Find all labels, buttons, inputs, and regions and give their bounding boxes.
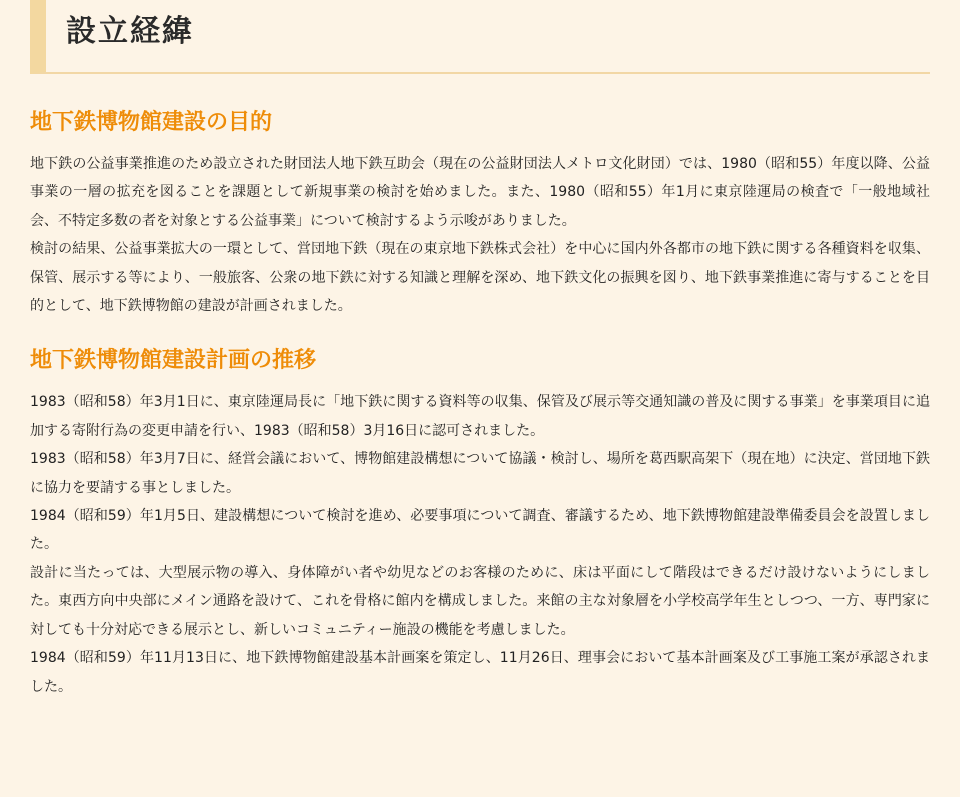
section-body bbox=[30, 388, 930, 700]
paragraph: 1984（昭和59）年1月5日、建設構想について検討を進め、必要事項について調査、審議するため、地下鉄博物館建設準備委員会を設置しました。 bbox=[30, 508, 930, 553]
page-title: 設立経緯 bbox=[66, 14, 194, 49]
section-body bbox=[30, 150, 930, 320]
page-header bbox=[30, 0, 930, 74]
section-purpose bbox=[30, 108, 930, 320]
paragraph: 1983（昭和58）年3月1日に、東京陸運局長に「地下鉄に関する資料等の収集、保管及び展示等交通知識の普及に関する事業」を事業項目に追加する寄附行為の変更申請を行い、1983（昭和58）3月16日に認可されました。 bbox=[30, 394, 930, 439]
paragraph: 設計に当たっては、大型展示物の導入、身体障がい者や幼児などのお客様のために、床は平面にして階段はできるだけ設けないようにしました。東西方向中央部にメイン通路を設けて、これを骨格に館内を構成しました。来館の主な対象層を小学校高学年生としつつ、一方、専門家に対しても十分対応できる展示とし、新しいコミュニティー施設の機能を考慮しました。 bbox=[30, 564, 930, 638]
section-heading: 地下鉄博物館建設計画の推移 bbox=[30, 348, 317, 374]
section-heading: 地下鉄博物館建設の目的 bbox=[30, 110, 273, 135]
paragraph: 検討の結果、公益事業拡大の一環として、営団地下鉄（現在の東京地下鉄株式会社）を中心に国内外各都市の地下鉄に関する各種資料を収集、保管、展示する等により、一般旅客、公衆の地下鉄に対する知識と理解を深め、地下鉄文化の振興を図り、地下鉄事業推進に寄与することを目的として、地下鉄博物館の建設が計画されました。 bbox=[30, 241, 930, 315]
paragraph: 1984（昭和59）年11月13日に、地下鉄博物館建設基本計画案を策定し、11月26日、理事会において基本計画案及び工事施工案が承認されました。 bbox=[30, 650, 930, 695]
paragraph: 1983（昭和58）年3月7日に、経営会議において、博物館建設構想について協議・検討し、場所を葛西駅高架下（現在地）に決定、営団地下鉄に協力を要請する事としました。 bbox=[30, 451, 930, 496]
section-plan-history bbox=[30, 346, 930, 700]
main-content bbox=[30, 108, 930, 701]
paragraph: 地下鉄の公益事業推進のため設立された財団法人地下鉄互助会（現在の公益財団法人メトロ文化財団）では、1980（昭和55）年度以降、公益事業の一層の拡充を図ることを課題として新規事業の検討を始めました。また、1980（昭和55）年1月に東京陸運局の検査で「一般地域社会、不特定多数の者を対象とする公益事業」について検討するよう示唆がありました。 bbox=[30, 156, 930, 229]
